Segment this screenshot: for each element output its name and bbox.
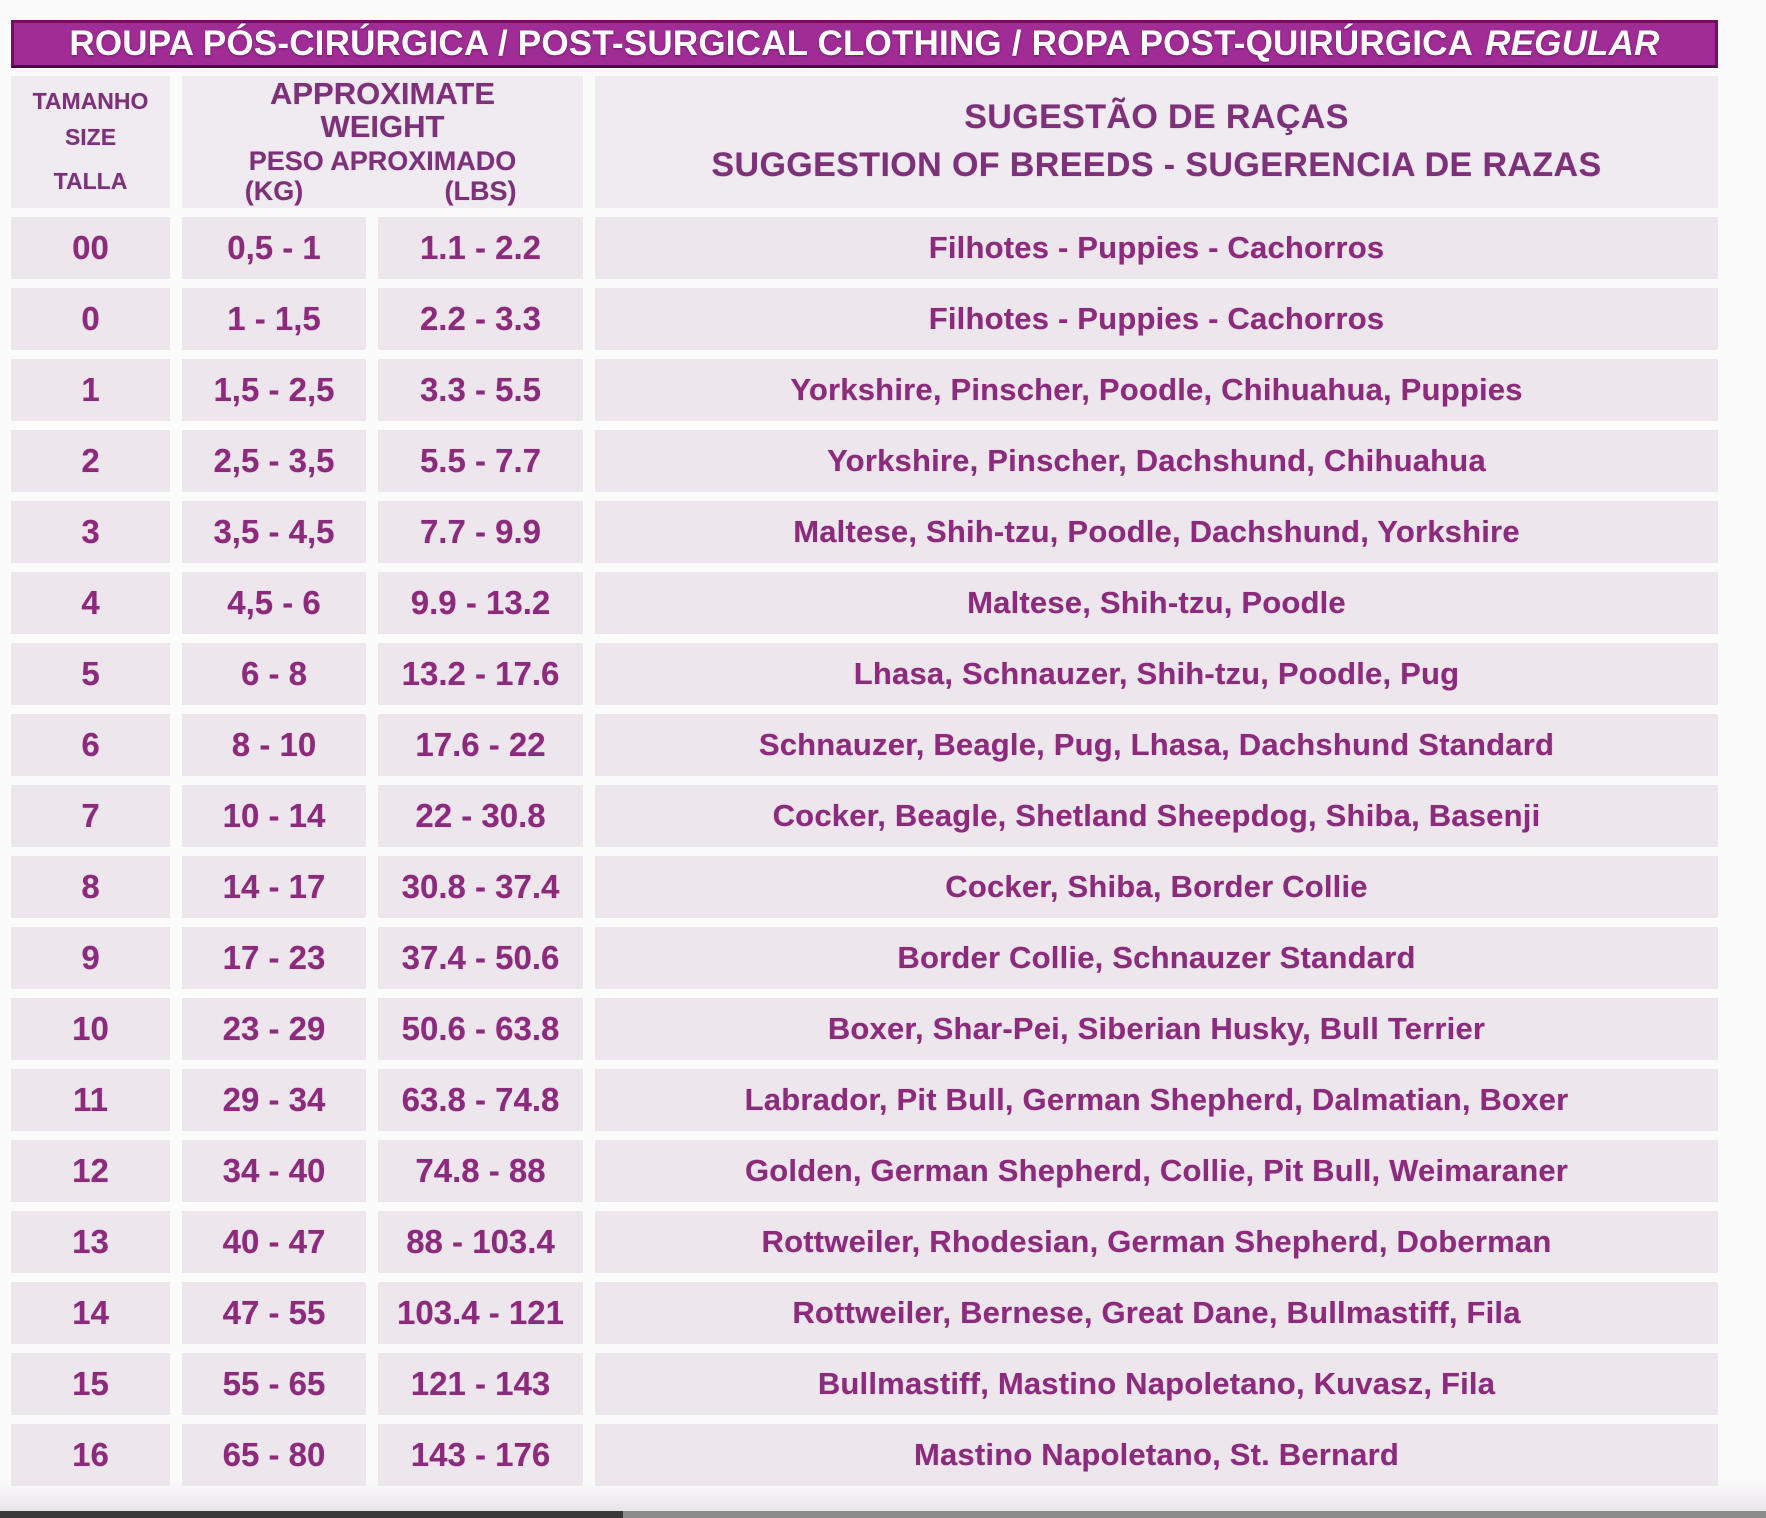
size-cell: 0 (11, 288, 170, 350)
size-cell: 1 (11, 359, 170, 421)
lbs-cell: 9.9 - 13.2 (378, 572, 583, 634)
size-cell: 5 (11, 643, 170, 705)
kg-cell: 0,5 - 1 (182, 217, 366, 279)
size-cell: 13 (11, 1211, 170, 1273)
kg-cell: 8 - 10 (182, 714, 366, 776)
lbs-cell: 7.7 - 9.9 (378, 501, 583, 563)
lbs-cell: 143 - 176 (378, 1424, 583, 1486)
lbs-cell: 17.6 - 22 (378, 714, 583, 776)
breeds-cell: Maltese, Shih-tzu, Poodle, Dachshund, Yorkshire (595, 501, 1718, 563)
size-cell: 6 (11, 714, 170, 776)
breeds-cell: Filhotes - Puppies - Cachorros (595, 288, 1718, 350)
lbs-cell: 103.4 - 121 (378, 1282, 583, 1344)
lbs-cell: 74.8 - 88 (378, 1140, 583, 1202)
video-progress-bar[interactable] (0, 1511, 1766, 1518)
breeds-cell: Rottweiler, Rhodesian, German Shepherd, Doberman (595, 1211, 1718, 1273)
breeds-cell: Golden, German Shepherd, Collie, Pit Bull, Weimaraner (595, 1140, 1718, 1202)
col-header-weight (182, 76, 583, 208)
breeds-header-en-es: SUGGESTION OF BREEDS - SUGERENCIA DE RAZAS (711, 146, 1602, 184)
size-cell: 9 (11, 927, 170, 989)
weight-header-line1: APPROXIMATE (269, 76, 496, 112)
lbs-cell: 30.8 - 37.4 (378, 856, 583, 918)
kg-cell: 55 - 65 (182, 1353, 366, 1415)
lbs-cell: 37.4 - 50.6 (378, 927, 583, 989)
lbs-cell: 5.5 - 7.7 (378, 430, 583, 492)
chart-title-bar (11, 20, 1718, 68)
size-header-pt: TAMANHO (32, 88, 149, 115)
chart-title-text: ROUPA PÓS-CIRÚRGICA / POST-SURGICAL CLOTHING / ROPA POST-QUIRÚRGICA (69, 24, 1474, 63)
lbs-cell: 22 - 30.8 (378, 785, 583, 847)
size-header-es: TALLA (53, 168, 128, 195)
breeds-cell: Labrador, Pit Bull, German Shepherd, Dalmatian, Boxer (595, 1069, 1718, 1131)
lbs-cell: 2.2 - 3.3 (378, 288, 583, 350)
size-header-en: SIZE (64, 123, 117, 150)
breeds-cell: Filhotes - Puppies - Cachorros (595, 217, 1718, 279)
lbs-cell: 88 - 103.4 (378, 1211, 583, 1273)
size-cell: 4 (11, 572, 170, 634)
size-cell: 11 (11, 1069, 170, 1131)
kg-cell: 17 - 23 (182, 927, 366, 989)
size-cell: 12 (11, 1140, 170, 1202)
breeds-cell: Yorkshire, Pinscher, Dachshund, Chihuahua (595, 430, 1718, 492)
lbs-cell: 3.3 - 5.5 (378, 359, 583, 421)
chart-title-regular: REGULAR (1485, 24, 1660, 63)
kg-cell: 65 - 80 (182, 1424, 366, 1486)
size-chart (11, 20, 1718, 1486)
breeds-cell: Bullmastiff, Mastino Napoletano, Kuvasz, Fila (595, 1353, 1718, 1415)
weight-header-line2: WEIGHT (320, 108, 445, 144)
kg-cell: 6 - 8 (182, 643, 366, 705)
size-cell: 14 (11, 1282, 170, 1344)
lbs-cell: 121 - 143 (378, 1353, 583, 1415)
kg-cell: 10 - 14 (182, 785, 366, 847)
size-table (11, 76, 1718, 1486)
kg-cell: 29 - 34 (182, 1069, 366, 1131)
col-header-breeds (595, 76, 1718, 208)
kg-cell: 14 - 17 (182, 856, 366, 918)
lbs-cell: 13.2 - 17.6 (378, 643, 583, 705)
size-cell: 00 (11, 217, 170, 279)
size-cell: 7 (11, 785, 170, 847)
kg-unit-label: (KG) (244, 176, 304, 207)
breeds-header-pt: SUGESTÃO DE RAÇAS (964, 98, 1349, 137)
size-cell: 16 (11, 1424, 170, 1486)
size-cell: 2 (11, 430, 170, 492)
kg-cell: 3,5 - 4,5 (182, 501, 366, 563)
lbs-unit-label: (LBS) (444, 176, 517, 207)
breeds-cell: Boxer, Shar-Pei, Siberian Husky, Bull Terrier (595, 998, 1718, 1060)
breeds-cell: Mastino Napoletano, St. Bernard (595, 1424, 1718, 1486)
kg-cell: 47 - 55 (182, 1282, 366, 1344)
kg-cell: 23 - 29 (182, 998, 366, 1060)
kg-cell: 1 - 1,5 (182, 288, 366, 350)
weight-header-pt: PESO APROXIMADO (248, 145, 517, 176)
breeds-cell: Schnauzer, Beagle, Pug, Lhasa, Dachshund Standard (595, 714, 1718, 776)
breeds-cell: Cocker, Shiba, Border Collie (595, 856, 1718, 918)
lbs-cell: 63.8 - 74.8 (378, 1069, 583, 1131)
kg-cell: 34 - 40 (182, 1140, 366, 1202)
breeds-cell: Border Collie, Schnauzer Standard (595, 927, 1718, 989)
bottom-fade (0, 1479, 1766, 1511)
kg-cell: 4,5 - 6 (182, 572, 366, 634)
kg-cell: 40 - 47 (182, 1211, 366, 1273)
size-cell: 15 (11, 1353, 170, 1415)
breeds-cell: Cocker, Beagle, Shetland Sheepdog, Shiba, Basenji (595, 785, 1718, 847)
size-cell: 10 (11, 998, 170, 1060)
progress-watched-segment (0, 1511, 623, 1518)
breeds-cell: Maltese, Shih-tzu, Poodle (595, 572, 1718, 634)
lbs-cell: 50.6 - 63.8 (378, 998, 583, 1060)
breeds-cell: Lhasa, Schnauzer, Shih-tzu, Poodle, Pug (595, 643, 1718, 705)
lbs-cell: 1.1 - 2.2 (378, 217, 583, 279)
kg-cell: 2,5 - 3,5 (182, 430, 366, 492)
size-cell: 8 (11, 856, 170, 918)
breeds-cell: Rottweiler, Bernese, Great Dane, Bullmastiff, Fila (595, 1282, 1718, 1344)
col-header-size (11, 76, 170, 208)
size-cell: 3 (11, 501, 170, 563)
breeds-cell: Yorkshire, Pinscher, Poodle, Chihuahua, Puppies (595, 359, 1718, 421)
kg-cell: 1,5 - 2,5 (182, 359, 366, 421)
